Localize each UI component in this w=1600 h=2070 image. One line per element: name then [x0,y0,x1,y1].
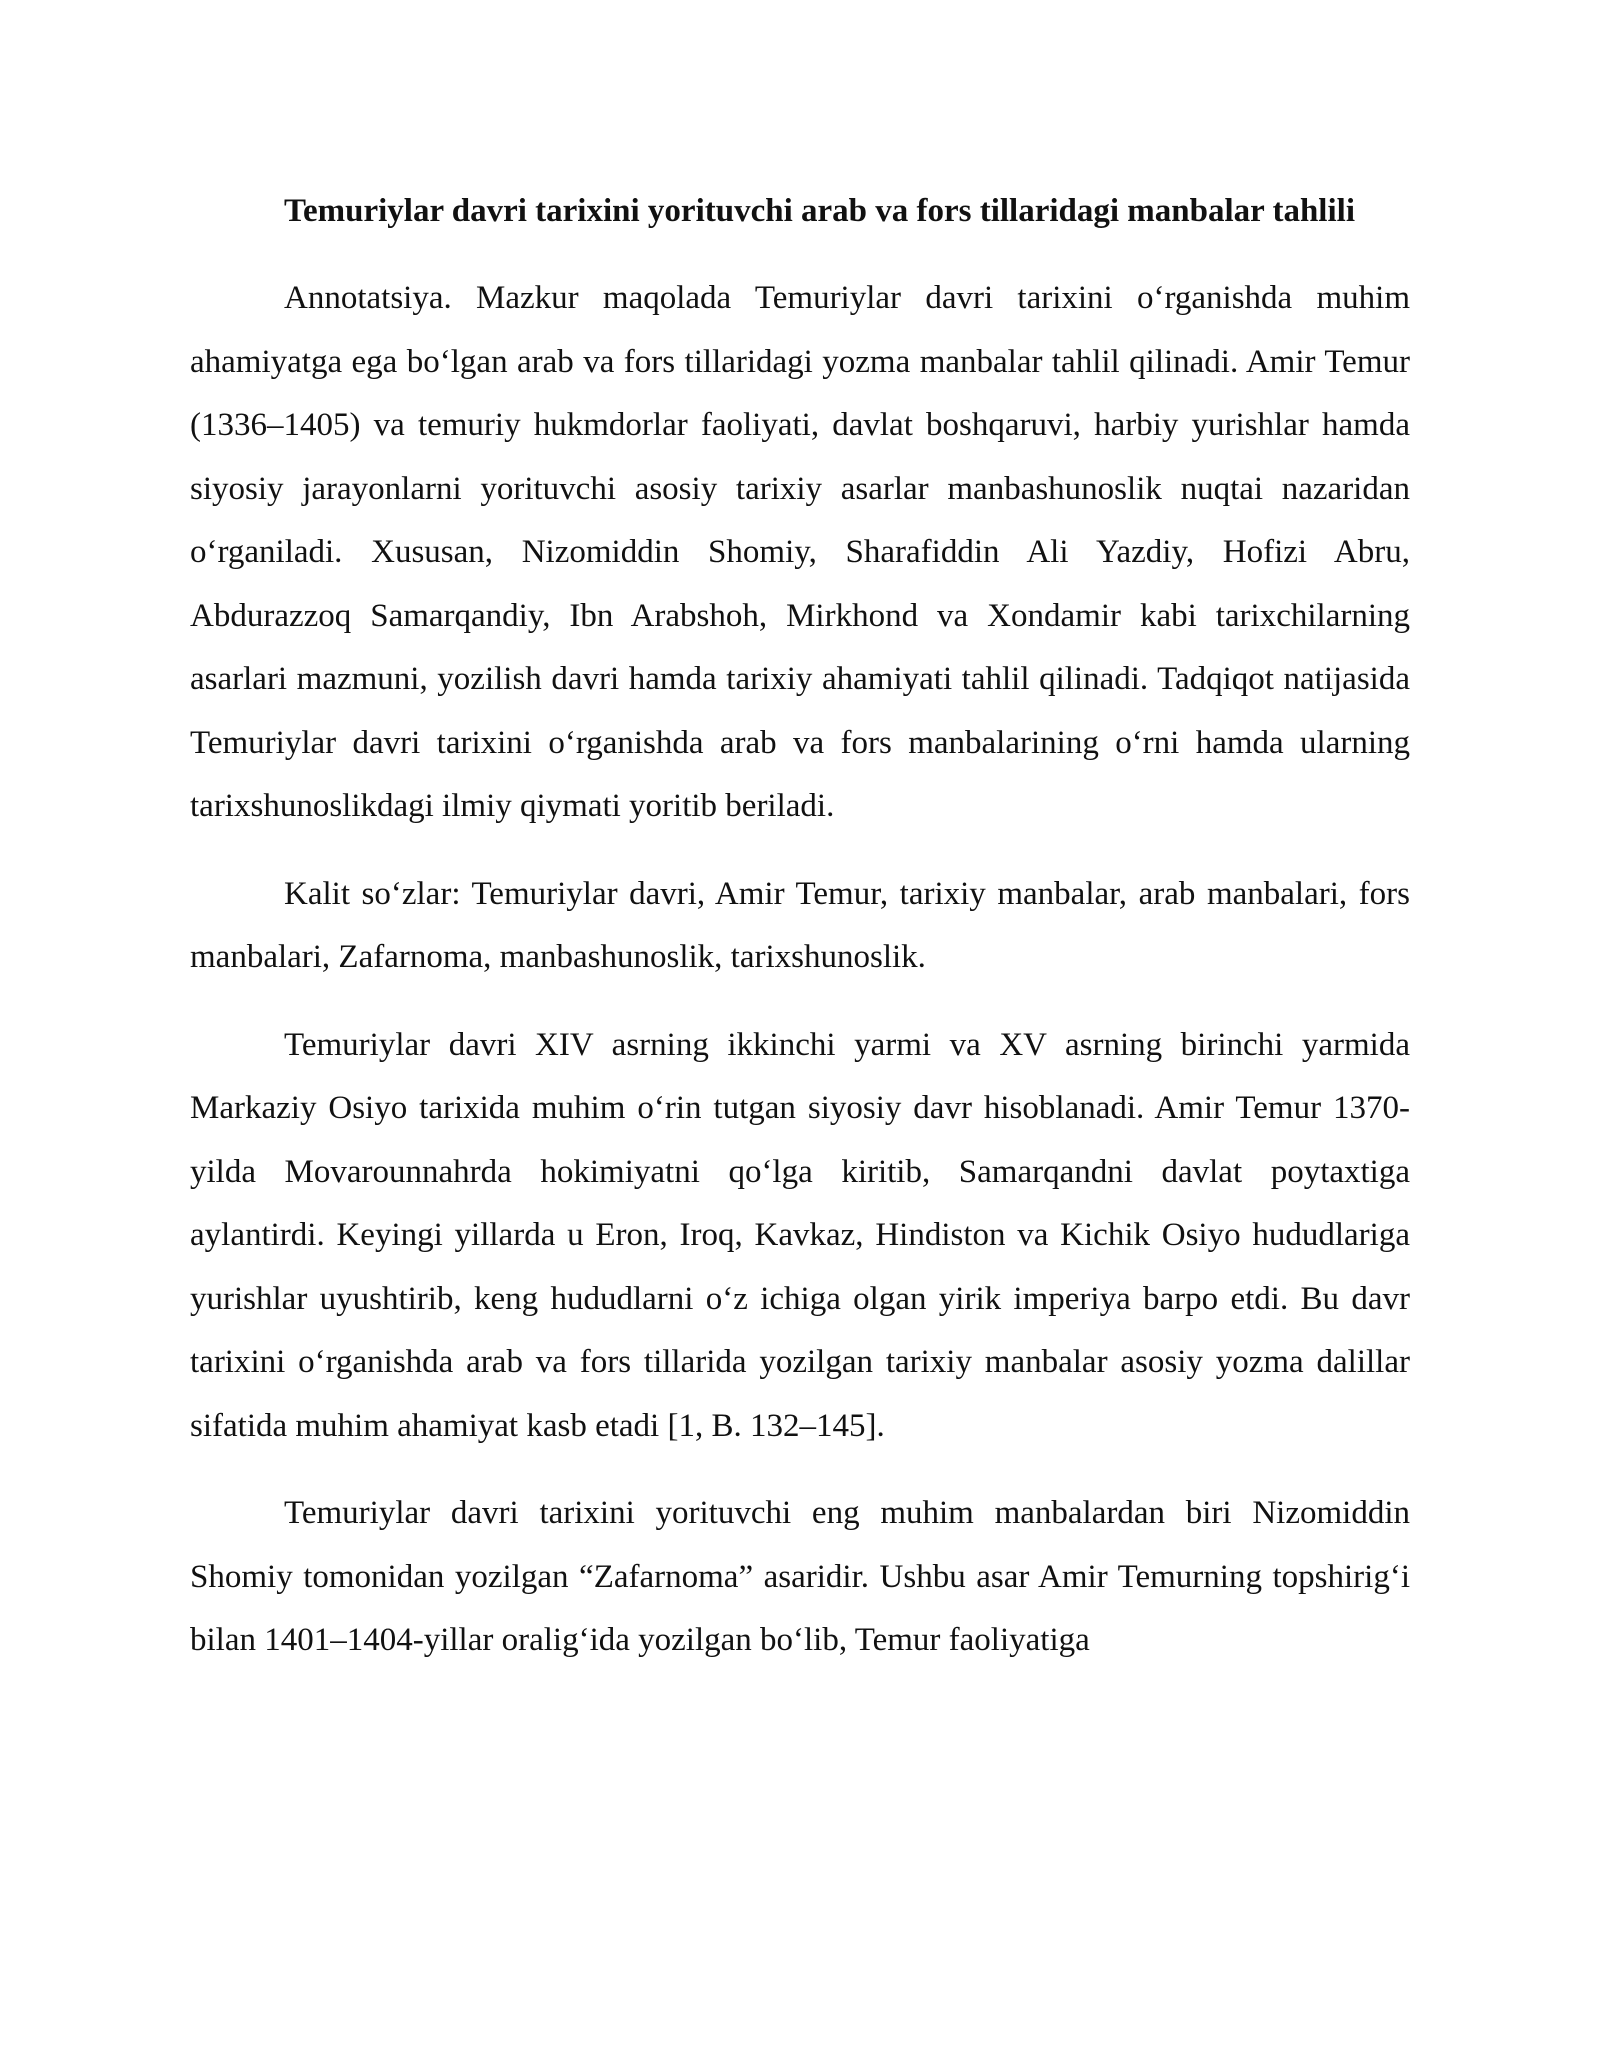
document-page [190,180,1410,1697]
keywords-paragraph: Kalit so‘zlar: Temuriylar davri, Amir Temur, tarixiy manbalar, arab manbalari, fors manbalari, Zafarnoma, manbashunoslik, tarixshunoslik. [190,875,1410,975]
body-paragraph-2: Temuriylar davri tarixini yorituvchi eng muhim manbalardan biri Nizomiddin Shomiy tomonidan yozilgan “Zafarnoma” asaridir. Ushbu asar Amir Temurning topshirig‘i bilan 1401–1404-yillar oralig‘ida yozilgan bo‘lib, Temur faoliyatiga [190,1495,1410,1658]
annotation-paragraph: Annotatsiya. Mazkur maqolada Temuriylar davri tarixini o‘rganishda muhim ahamiyatga ega bo‘lgan arab va fors tillaridagi yozma manbalar tahlil qilinadi. Amir Temur (1336–1405) va temuriy hukmdorlar faoliyati, davlat boshqaruvi, harbiy yurishlar hamda siyosiy jarayonlarni yorituvchi asosiy tarixiy asarlar manbashunoslik nuqtai nazaridan o‘rganiladi. Xususan, Nizomiddin Shomiy, Sharafiddin Ali Yazdiy, Hofizi Abru, Abdurazzoq Samarqandiy, Ibn Arabshoh, Mirkhond va Xondamir kabi tarixchilarning asarlari mazmuni, yozilish davri hamda tarixiy ahamiyati tahlil qilinadi. Tadqiqot natijasida Temuriylar davri tarixini o‘rganishda arab va fors manbalarining o‘rni hamda ularning tarixshunoslikdagi ilmiy qiymati yoritib beriladi. [190,280,1410,824]
body-paragraph-1: Temuriylar davri XIV asrning ikkinchi yarmi va XV asrning birinchi yarmida Markaziy Osiyo tarixida muhim o‘rin tutgan siyosiy davr hisoblanadi. Amir Temur 1370-yilda Movarounnahrda hokimiyatni qo‘lga kiritib, Samarqandni davlat poytaxtiga aylantirdi. Keyingi yillarda u Eron, Iroq, Kavkaz, Hindiston va Kichik Osiyo hududlariga yurishlar uyushtirib, keng hududlarni o‘z ichiga olgan yirik imperiya barpo etdi. Bu davr tarixini o‘rganishda arab va fors tillarida yozilgan tarixiy manbalar asosiy yozma dalillar sifatida muhim ahamiyat kasb etadi [1, B. 132–145]. [190,1026,1410,1444]
document-title: Temuriylar davri tarixini yorituvchi arab va fors tillaridagi manbalar tahlili [284,193,1355,229]
